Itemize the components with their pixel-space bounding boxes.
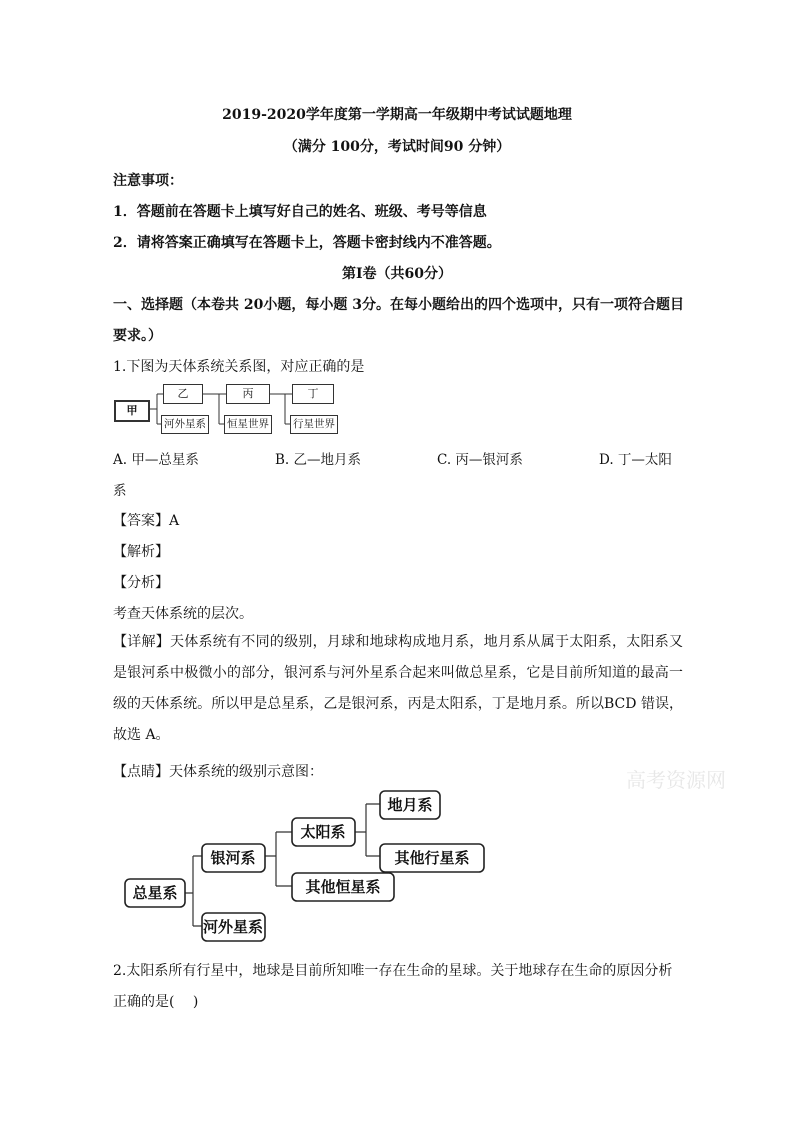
volume-title: 第Ⅰ卷（共60分） bbox=[341, 266, 453, 282]
q2-stem-line1: 2.太阳系所有行星中，地球是目前所知唯一存在生命的星球。关于地球存在生命的原因分析 bbox=[113, 963, 673, 979]
q1-fenxi-text: 考查天体系统的层次。 bbox=[113, 606, 253, 622]
q1-box-jia: 甲 bbox=[114, 400, 150, 422]
q1-option-d: D. 丁—太阳 bbox=[599, 452, 672, 468]
q1-box-xingxing: 行星世界 bbox=[290, 415, 338, 434]
label-hewaixingxi: 河外星系 bbox=[202, 918, 264, 936]
q1-dianjing: 【点睛】天体系统的级别示意图： bbox=[113, 764, 323, 780]
hierarchy-diagram bbox=[110, 786, 490, 946]
q1-detail: 【详解】天体系统有不同的级别，月球和地球构成地月系，地月系从属于太阳系，太阳系又是银河系中极微小的部分，银河系与河外星系合起来叫做总星系，它是目前所知道的最高一级的天体系统。所以甲是总星系，乙是银河系，丙是太阳系，丁是地月系。所以BCD 错误，故选 A。 bbox=[113, 634, 683, 743]
page-subtitle: （满分 100分，考试时间90 分钟） bbox=[283, 139, 511, 155]
label-zongxingxi: 总星系 bbox=[132, 884, 178, 902]
label-yinhexi: 银河系 bbox=[210, 849, 256, 867]
q1-option-d-cont: 系 bbox=[113, 483, 127, 499]
q1-analysis-label: 【解析】 bbox=[113, 544, 169, 560]
q1-option-c: C. 丙—银河系 bbox=[437, 452, 523, 468]
label-qitahengxingxi: 其他恒星系 bbox=[305, 878, 381, 896]
label-diyuexi: 地月系 bbox=[387, 796, 433, 814]
q1-option-b: B. 乙—地月系 bbox=[275, 452, 362, 468]
q1-stem: 1.下图为天体系统关系图，对应正确的是 bbox=[113, 359, 365, 375]
q1-box-hewai: 河外星系 bbox=[161, 415, 209, 434]
label-qitaxingxingxi: 其他行星系 bbox=[394, 849, 470, 867]
notice-item-2: 2．请将答案正确填写在答题卡上，答题卡密封线内不准答题。 bbox=[113, 235, 501, 251]
q1-answer: 【答案】A bbox=[113, 513, 180, 529]
notice-item-1: 1．答题前在答题卡上填写好自己的姓名、班级、考号等信息 bbox=[113, 204, 487, 220]
q1-box-bing: 丙 bbox=[226, 384, 270, 404]
label-taiyangxi: 太阳系 bbox=[300, 823, 346, 841]
notice-heading: 注意事项： bbox=[113, 173, 183, 189]
section-heading-line1: 一、选择题（本卷共 20小题，每小题 3分。在每小题给出的四个选项中，只有一项符合题目 bbox=[113, 297, 684, 313]
q1-box-yi: 乙 bbox=[163, 384, 203, 404]
q2-stem-line2: 正确的是( ) bbox=[113, 994, 199, 1010]
watermark: 高考资源网 bbox=[626, 768, 726, 792]
page-title: 2019-2020学年度第一学期高一年级期中考试试题地理 bbox=[222, 107, 572, 123]
q1-box-hengxing: 恒星世界 bbox=[224, 415, 272, 434]
q1-option-a: A. 甲—总星系 bbox=[113, 452, 199, 468]
q1-fenxi-label: 【分析】 bbox=[113, 575, 169, 591]
q1-box-ding: 丁 bbox=[292, 384, 334, 404]
section-heading-line2: 要求。） bbox=[113, 328, 162, 344]
